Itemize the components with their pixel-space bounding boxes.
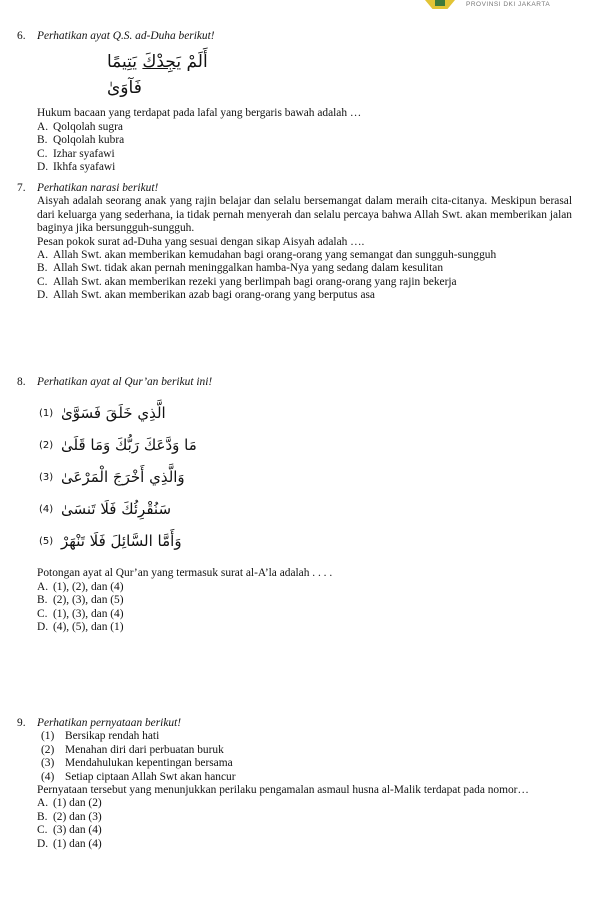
option-text: Ikhfa syafawi	[53, 161, 116, 174]
statement-number: (2)	[41, 743, 55, 756]
question-6	[17, 30, 572, 174]
option-c[interactable]	[37, 148, 572, 161]
option-c[interactable]	[37, 824, 572, 837]
question-9	[17, 717, 572, 851]
option-label: B.	[37, 810, 48, 823]
statement-3	[41, 757, 572, 770]
option-b[interactable]	[37, 594, 572, 607]
ayah-part: أَلَمْ	[181, 52, 208, 73]
option-label: B.	[37, 262, 48, 275]
option-label: B.	[37, 594, 48, 607]
ayat-item-4	[39, 493, 572, 525]
ayat-text: وَالَّذِي أَخْرَجَ الْمَرْعَىٰ	[61, 467, 185, 486]
option-label: D.	[37, 621, 49, 634]
option-text: Izhar syafawi	[53, 147, 115, 160]
option-text: (2) dan (3)	[53, 810, 102, 823]
option-d[interactable]	[37, 621, 572, 634]
option-c[interactable]	[37, 276, 572, 289]
ayat-number: (5)	[39, 535, 54, 547]
statement-number: (4)	[41, 770, 55, 783]
option-label: A.	[37, 580, 49, 593]
option-text: Qolqolah kubra	[53, 134, 125, 147]
question-number: 8.	[17, 376, 26, 388]
option-label: D.	[37, 161, 49, 174]
question-text: Potongan ayat al Qur’an yang termasuk surat al-A’la adalah . . . .	[37, 567, 333, 580]
ayat-text: الَّذِي خَلَقَ فَسَوَّىٰ	[61, 403, 166, 422]
option-c[interactable]	[37, 608, 572, 621]
ayat-number: (3)	[39, 471, 54, 483]
option-text: (1), (3), dan (4)	[53, 607, 124, 620]
option-d[interactable]	[37, 289, 572, 302]
option-text: (1), (2), dan (4)	[53, 580, 124, 593]
option-d[interactable]	[37, 838, 572, 851]
option-b[interactable]	[37, 262, 572, 275]
option-text: (4), (5), dan (1)	[53, 621, 124, 634]
question-intro: Perhatikan ayat Q.S. ad-Duha berikut!	[37, 30, 215, 42]
question-intro: Perhatikan pernyataan berikut!	[37, 717, 182, 729]
statement-text: Bersikap rendah hati	[65, 730, 160, 743]
question-number: 7.	[17, 182, 26, 194]
statement-text: Setiap ciptaan Allah Swt akan hancur	[65, 770, 236, 783]
narrative-text: Aisyah adalah seorang anak yang rajin belajar dan selalu bersemangat dalam meraih cita-citanya. Meskipun berasal dari keluarga yang sederhana, ia tidak pernah menyerah dan selalu percaya bahwa Allah Swt. akan memberikan jalan baginya jika bersungguh-sungguh.	[37, 195, 572, 235]
question-text: Hukum bacaan yang terdapat pada lafal yang bergaris bawah adalah …	[37, 107, 362, 120]
statement-text: Mendahulukan kepentingan bersama	[65, 757, 233, 770]
ayat-item-5	[39, 525, 572, 557]
option-text: (1) dan (2)	[53, 797, 102, 810]
ayat-text: سَنُقْرِئُكَ فَلَا تَنسَىٰ	[61, 499, 172, 518]
option-text: Allah Swt. akan memberikan kemudahan bagi orang-orang yang semangat dan sungguh-sungguh	[53, 249, 497, 262]
question-text: Pesan pokok surat ad-Duha yang sesuai dengan sikap Aisyah adalah ….	[37, 235, 365, 248]
option-label: A.	[37, 120, 49, 133]
ayat-item-3	[39, 461, 572, 493]
statement-number: (3)	[41, 757, 55, 770]
question-intro: Perhatikan narasi berikut!	[37, 182, 159, 194]
arabic-ayah	[107, 49, 227, 101]
question-text: Pernyataan tersebut yang menunjukkan perilaku pengamalan asmaul husna al-Malik terdapat pada nomor…	[37, 784, 529, 797]
option-text: Allah Swt. akan memberikan azab bagi orang-orang yang berputus asa	[53, 289, 375, 302]
question-intro: Perhatikan ayat al Qur’an berikut ini!	[37, 376, 213, 388]
statement-4	[41, 771, 572, 784]
ayat-item-2	[39, 429, 572, 461]
ayat-number: (1)	[39, 407, 54, 419]
statement-text: Menahan diri dari perbuatan buruk	[65, 743, 224, 756]
option-b[interactable]	[37, 134, 572, 147]
option-a[interactable]	[37, 797, 572, 810]
option-text: (1) dan (4)	[53, 837, 102, 850]
option-label: D.	[37, 837, 49, 850]
option-a[interactable]	[37, 121, 572, 134]
option-text: (3) dan (4)	[53, 824, 102, 837]
province-name: PROVINSI DKI JAKARTA	[466, 1, 551, 8]
statement-1	[41, 730, 572, 743]
option-d[interactable]	[37, 161, 572, 174]
option-label: A.	[37, 797, 49, 810]
option-b[interactable]	[37, 811, 572, 824]
question-number: 6.	[17, 30, 26, 42]
option-text: Allah Swt. akan memberikan rezeki yang berlimpah bagi orang-orang yang rajin bekerja	[53, 275, 457, 288]
option-label: C.	[37, 607, 48, 620]
option-label: C.	[37, 147, 48, 160]
statement-2	[41, 744, 572, 757]
ayat-number: (2)	[39, 439, 54, 451]
option-a[interactable]	[37, 581, 572, 594]
question-7	[17, 182, 572, 303]
province-logo-emblem-icon	[435, 0, 445, 6]
ayat-text: مَا وَدَّعَكَ رَبُّكَ وَمَا قَلَىٰ	[61, 435, 197, 454]
question-8	[17, 376, 572, 634]
option-label: C.	[37, 275, 48, 288]
option-text: (2), (3), dan (5)	[53, 594, 124, 607]
page-header	[0, 0, 589, 12]
option-text: Allah Swt. tidak akan pernah meninggalkan hamba-Nya yang sedang dalam kesulitan	[53, 262, 444, 275]
option-label: B.	[37, 134, 48, 147]
ayat-item-1	[39, 397, 572, 429]
option-label: C.	[37, 824, 48, 837]
option-label: D.	[37, 289, 49, 302]
option-a[interactable]	[37, 249, 572, 262]
underlined-lafal: يَجِدْكَ	[142, 52, 182, 73]
question-number: 9.	[17, 717, 26, 729]
option-label: A.	[37, 249, 49, 262]
option-text: Qolqolah sugra	[53, 120, 123, 133]
ayat-text: وَأَمَّا السَّائِلَ فَلَا تَنْهَرْ	[61, 531, 182, 550]
statement-number: (1)	[41, 730, 55, 743]
ayat-number: (4)	[39, 503, 54, 515]
ayah-part: يَتِيمًا فَآوَىٰ	[107, 52, 143, 99]
